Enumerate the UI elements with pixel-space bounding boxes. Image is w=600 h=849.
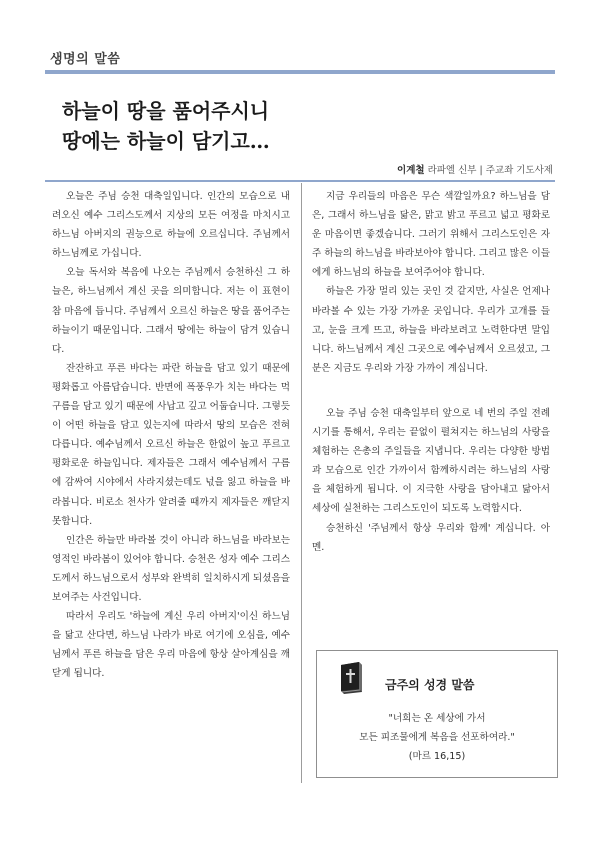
paragraph: 승천하신 '주님께서 항상 우리와 함께' 계십니다. 아멘. (312, 522, 550, 553)
header-rule (45, 70, 555, 74)
paragraph: 하늘은 가장 멀리 있는 곳인 것 같지만, 사실은 언제나 바라볼 수 있는 가장 가까운 곳입니다. 우리가 고개를 들고, 눈을 크게 뜨고, 하늘을 바라보려고 노력한다면 말입니다. 하느님께서 계신 그곳으로 예수님께서 오르셨고, 그분은 지금도 우리와 가장 가까이 계십니다. (312, 286, 550, 374)
byline (397, 162, 553, 176)
paragraph: 오늘은 주님 승천 대축일입니다. 인간의 모습으로 내려오신 예수 그리스도께서 지상의 모든 여정을 마치시고 하느님 아버지의 권능으로 하늘에 오르십니다. 주님께서 하느님께로 가십니다. (52, 191, 290, 260)
column-divider (301, 183, 302, 783)
verse-line-1: "너희는 온 세상에 가서 (388, 713, 486, 724)
verse-line-2: 모든 피조물에게 복음을 선포하여라." (359, 732, 515, 743)
section-label: 생명의 말씀 (50, 52, 121, 67)
verse-text (317, 709, 557, 766)
paragraph: 잔잔하고 푸른 바다는 파란 하늘을 담고 있기 때문에 평화롭고 아름답습니다. 반면에 폭풍우가 치는 바다는 먹구름을 담고 있기 때문에 사납고 깊고 어둡습니다. 그렇듯이 어떤 하늘을 담고 있는지에 따라서 땅의 모습은 전혀 다릅니다. 예수님께서 오르신 하늘은 한없이 높고 푸르고 평화로운 하늘입니다. 제자들은 그래서 예수님께서 구름에 감싸여 시야에서 사라지셨는데도 넋을 잃고 하늘을 바라봅니다. 비로소 천사가 알려줄 때까지 제자들은 깨닫지 못합니다. (52, 362, 290, 527)
columns-top-rule (45, 180, 555, 182)
verse-heading: 금주의 성경 말씀 (385, 678, 475, 692)
paragraph: 따라서 우리도 '하늘에 계신 우리 아버지'이신 하느님을 닮고 산다면, 하느님 나라가 바로 여기에 오심을, 예수님께서 푸른 하늘을 담은 우리 마음에 항상 살아계심을 깨닫게 됩니다. (52, 611, 290, 680)
paragraph: 지금 우리들의 마음은 무슨 색깔일까요? 하느님을 담은, 그래서 하느님을 닮은, 맑고 밝고 푸르고 넓고 평화로운 마음이면 좋겠습니다. 그러기 위해서 그리스도인은 자주 하늘의 하느님을 바라보아야 합니다. 그리고 많은 이들에게 하느님의 하늘을 보여주어야 합니다. (312, 191, 550, 279)
weekly-verse-box (316, 650, 558, 778)
verse-reference: (마르 16,15) (408, 751, 466, 762)
author-name: 이계철 (397, 165, 425, 176)
right-column (312, 187, 550, 557)
paragraph-gap (312, 378, 550, 404)
left-column (52, 187, 290, 683)
author-role: 라파엘 신부 | 주교좌 기도사제 (424, 165, 553, 176)
paragraph: 오늘 주님 승천 대축일부터 앞으로 네 번의 주일 전례시기를 통해서, 우리는 끝없이 펼쳐지는 하느님의 사랑을 체험하는 은총의 주일들을 지냅니다. 우리는 다양한 방법과 모습으로 인간 가까이서 함께하시려는 하느님의 사랑을 체험하게 됩니다. 이 지극한 사랑을 담아내고 닮아서 세상에 실천하는 그리스도인이 되도록 노력합시다. (312, 407, 550, 515)
article-title (62, 96, 270, 156)
paragraph: 오늘 독서와 복음에 나오는 주님께서 승천하신 그 하늘은, 하느님께서 계신 곳을 의미합니다. 저는 이 표현이 참 마음에 듭니다. 주님께서 오르신 하늘은 땅을 품어주는 하늘이기 때문입니다. 그래서 땅에는 하늘이 담겨 있습니다. (52, 267, 290, 355)
bible-icon (337, 661, 365, 695)
title-line-1: 하늘이 땅을 품어주시니 (62, 99, 270, 123)
paragraph: 인간은 하늘만 바라볼 것이 아니라 하느님을 바라보는 영적인 바라봄이 있어야 합니다. 승천은 성자 예수 그리스도께서 하느님으로서 성부와 완벽히 일치하시게 되셨음을 보여주는 사건입니다. (52, 534, 290, 603)
title-line-2: 땅에는 하늘이 담기고… (62, 129, 270, 153)
